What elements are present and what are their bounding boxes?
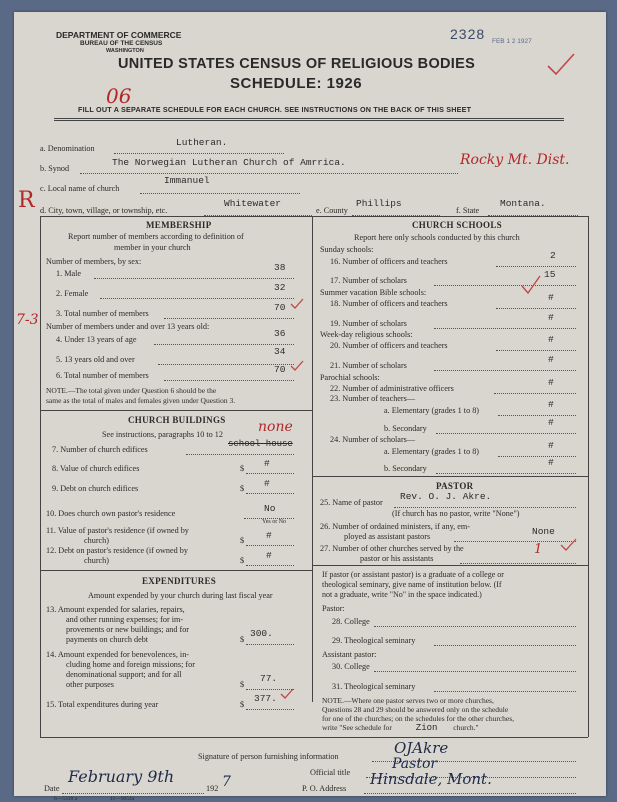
church-name-value: Immanuel	[164, 175, 210, 186]
q4-label: 4. Under 13 years of age	[56, 335, 137, 344]
date-year-prefix: 192	[206, 784, 219, 793]
q9-label: 9. Debt on church edifices	[52, 484, 139, 493]
expenditures-title: EXPENDITURES	[142, 576, 217, 586]
q7-value: school house	[228, 439, 293, 449]
synod-value: The Norwegian Lutheran Church of Amrrica.	[112, 157, 346, 168]
po-address-value: Hinsdale, Mont.	[370, 770, 492, 788]
q12-dollar: $	[240, 556, 245, 565]
q4-value: 36	[274, 328, 286, 339]
q14-value: 77.	[260, 673, 278, 684]
date-year-digit: 7	[222, 774, 231, 790]
pastor-title: PASTOR	[436, 481, 474, 491]
membership-subtitle-1: Report number of members according to definition of	[68, 232, 244, 241]
q17-value: 15	[544, 269, 556, 280]
q12-value: #	[266, 550, 272, 561]
q23a-label: a. Elementary (grades 1 to 8)	[384, 406, 480, 415]
q20-value: #	[548, 334, 554, 345]
membership-note-1: NOTE.—The total given under Question 6 should be the	[46, 386, 217, 395]
weekday-schools-label: Week-day religious schools:	[320, 330, 413, 339]
q24b-label: b. Secondary	[384, 464, 427, 473]
q27-label-1: 27. Number of other churches served by the	[320, 544, 464, 553]
q25-label: 25. Name of pastor	[320, 498, 383, 507]
q13-line-1: 13. Amount expended for salaries, repairs,	[46, 605, 185, 614]
q22-label: 22. Number of administrative officers	[330, 384, 454, 393]
q1-label: 1. Male	[56, 269, 82, 278]
date-label: Date	[44, 784, 60, 793]
margin-age-mark: 7-3	[16, 312, 39, 328]
stamp-number: 2328	[450, 26, 486, 42]
check-mark-icon	[546, 52, 576, 78]
q6-value: 70	[274, 364, 286, 375]
check-mark-icon	[520, 274, 542, 296]
q14-line-2: cluding home and foreign missions; for	[66, 660, 195, 669]
stamp-date: FEB 1 2 1927	[492, 38, 532, 45]
date-value: February 9th	[68, 767, 175, 786]
graduate-note-1: If pastor (or assistant pastor) is a graduate of a college or	[322, 570, 504, 579]
q19-value: #	[548, 312, 554, 323]
margin-letter-mark: R	[18, 188, 35, 213]
form-code: 6—5318 a	[54, 796, 78, 802]
po-address-label: P. O. Address	[302, 784, 347, 793]
q11-label-1: 11. Value of pastor's residence (if owned by	[46, 526, 189, 535]
check-mark-icon	[290, 298, 304, 310]
pastor-note-2: Questions 28 and 29 should be answered only on the schedule	[322, 705, 509, 714]
q15-label: 15. Total expenditures during year	[46, 700, 159, 709]
pastor-note-3: for one of the churches; on the schedules for the other churches,	[322, 714, 515, 723]
expenditures-subtitle: Amount expended by your church during last fiscal year	[88, 591, 273, 600]
q16-label: 16. Number of officers and teachers	[330, 257, 448, 266]
q25-note: (If church has no pastor, write "None")	[392, 509, 520, 518]
bureau-name: BUREAU OF THE CENSUS	[80, 40, 163, 47]
q5-label: 5. 13 years old and over	[56, 355, 135, 364]
county-label: e. County	[316, 206, 348, 215]
pastor-note-4-prefix: write "See schedule for	[322, 723, 392, 732]
department-name: DEPARTMENT OF COMMERCE	[56, 30, 182, 40]
q2-label: 2. Female	[56, 289, 89, 298]
q14-line-3: denominational support; and for all	[66, 670, 182, 679]
q13-line-3: provements or new buildings; and for	[66, 625, 190, 634]
q13-dollar: $	[240, 635, 245, 644]
q8-dollar: $	[240, 464, 245, 473]
none-handwritten-mark: none	[258, 419, 293, 435]
q15-value: 377.	[254, 693, 277, 704]
handwritten-code: 06	[106, 84, 132, 108]
q29-label: 29. Theological seminary	[332, 636, 416, 645]
schools-subtitle: Report here only schools conducted by this church	[354, 233, 520, 242]
print-code: 11—9054a	[110, 796, 135, 802]
q27-value: 1	[534, 542, 543, 557]
pastor-note-4-suffix: church."	[453, 723, 479, 732]
q23b-label: b. Secondary	[384, 424, 427, 433]
q26-label-2: ployed as assistant pastors	[344, 532, 431, 541]
q23a-value: #	[548, 399, 554, 410]
state-label: f. State	[456, 206, 480, 215]
city-label: d. City, town, village, or township, etc.	[40, 206, 168, 215]
q7-label: 7. Number of church edifices	[52, 445, 148, 454]
q12-label-1: 12. Debt on pastor's residence (if owned by	[46, 546, 188, 555]
q24-label: 24. Number of scholars—	[330, 435, 416, 444]
by-age-label: Number of members under and over 13 years old:	[46, 322, 210, 331]
pastor-note-1: NOTE.—Where one pastor serves two or more churches,	[322, 696, 494, 705]
schedule-year: SCHEDULE: 1926	[230, 75, 363, 92]
q18-value: #	[548, 292, 554, 303]
signature-value: OJAkre	[394, 739, 449, 757]
graduate-note-2: theological seminary, give name of institution below. (If	[322, 580, 502, 589]
check-mark-icon	[560, 538, 578, 552]
q24b-value: #	[548, 457, 554, 468]
parochial-schools-label: Parochial schools:	[320, 373, 380, 382]
denomination-value: Lutheran.	[176, 137, 228, 148]
q20-label: 20. Number of officers and teachers	[330, 341, 448, 350]
q26-value: None	[532, 526, 555, 537]
form-title: UNITED STATES CENSUS OF RELIGIOUS BODIES	[118, 56, 476, 72]
buildings-subtitle: See instructions, paragraphs 10 to 12	[102, 430, 223, 439]
check-mark-icon	[280, 688, 294, 700]
graduate-note-3: not a graduate, write "No" in the space indicated.)	[322, 590, 482, 599]
q10-value: No	[264, 503, 276, 514]
q6-label: 6. Total number of members	[56, 371, 149, 380]
q19-label: 19. Number of scholars	[330, 319, 407, 328]
membership-subtitle-2: member in your church	[114, 243, 191, 252]
q15-dollar: $	[240, 700, 245, 709]
church-name-label: c. Local name of church	[40, 184, 120, 193]
q10-label: 10. Does church own pastor's residence	[46, 509, 176, 518]
pastor-subhead: Pastor:	[322, 604, 345, 613]
bureau-city: WASHINGTON	[106, 48, 144, 54]
q11-dollar: $	[240, 536, 245, 545]
q21-label: 21. Number of scholars	[330, 361, 407, 370]
pastor-note-4	[322, 723, 479, 733]
check-mark-icon	[290, 360, 304, 372]
q18-label: 18. Number of officers and teachers	[330, 299, 448, 308]
q3-label: 3. Total number of members	[56, 309, 149, 318]
q9-dollar: $	[240, 484, 245, 493]
yes-no-hint: Yes or No	[262, 519, 287, 525]
synod-label: b. Synod	[40, 164, 70, 173]
q1-value: 38	[274, 262, 286, 273]
q8-label: 8. Value of church edifices	[52, 464, 140, 473]
official-title-label: Official title	[310, 768, 351, 777]
q23-label: 23. Number of teachers—	[330, 394, 416, 403]
state-value: Montana.	[500, 198, 546, 209]
q12-label-2: church)	[84, 556, 110, 565]
q30-label: 30. College	[332, 662, 370, 671]
official-title-value: Pastor	[392, 756, 438, 772]
summer-schools-label: Summer vacation Bible schools:	[320, 288, 427, 297]
q14-line-4: other purposes	[66, 680, 114, 689]
membership-title: MEMBERSHIP	[146, 220, 212, 230]
q9-value: #	[264, 478, 270, 489]
q23b-value: #	[548, 417, 554, 428]
schools-title: CHURCH SCHOOLS	[412, 220, 502, 230]
signature-label: Signature of person furnishing information	[198, 752, 339, 761]
q21-value: #	[548, 354, 554, 365]
q2-value: 32	[274, 282, 286, 293]
q8-value: #	[264, 458, 270, 469]
q11-label-2: church)	[84, 536, 110, 545]
q26-label-1: 26. Number of ordained ministers, if any, em-	[320, 522, 470, 531]
q22-value: #	[548, 377, 554, 388]
instructions-line: FILL OUT A SEPARATE SCHEDULE FOR EACH CHURCH. SEE INSTRUCTIONS ON THE BACK OF THIS SHEET	[78, 105, 472, 114]
q14-dollar: $	[240, 680, 245, 689]
membership-note-2: same as the total of males and females given under Question 3.	[46, 396, 236, 405]
census-schedule-sheet	[14, 12, 606, 802]
q31-label: 31. Theological seminary	[332, 682, 416, 691]
q25-value: Rev. O. J. Akre.	[400, 491, 492, 502]
sunday-schools-label: Sunday schools:	[320, 245, 374, 254]
q14-line-1: 14. Amount expended for benevolences, in-	[46, 650, 190, 659]
q5-value: 34	[274, 346, 286, 357]
city-value: Whitewater	[224, 198, 282, 209]
county-value: Phillips	[356, 198, 402, 209]
q27-label-2: pastor or his assistants	[360, 554, 434, 563]
q28-label: 28. College	[332, 617, 370, 626]
q16-value: 2	[550, 250, 556, 261]
q24a-value: #	[548, 440, 554, 451]
by-sex-label: Number of members, by sex:	[46, 257, 142, 266]
buildings-title: CHURCH BUILDINGS	[128, 415, 226, 425]
q13-value: 300.	[250, 628, 273, 639]
q13-line-4: payments on church debt	[66, 635, 149, 644]
q17-label: 17. Number of scholars	[330, 276, 407, 285]
q24a-label: a. Elementary (grades 1 to 8)	[384, 447, 480, 456]
see-schedule-church-value: Zion	[415, 723, 438, 733]
q11-value: #	[266, 530, 272, 541]
q13-line-2: and other running expenses; for im-	[66, 615, 184, 624]
assistant-pastor-subhead: Assistant pastor:	[322, 650, 377, 659]
denomination-label: a. Denomination	[40, 144, 95, 153]
synod-district-note: Rocky Mt. Dist.	[460, 152, 570, 168]
q3-value: 70	[274, 302, 286, 313]
